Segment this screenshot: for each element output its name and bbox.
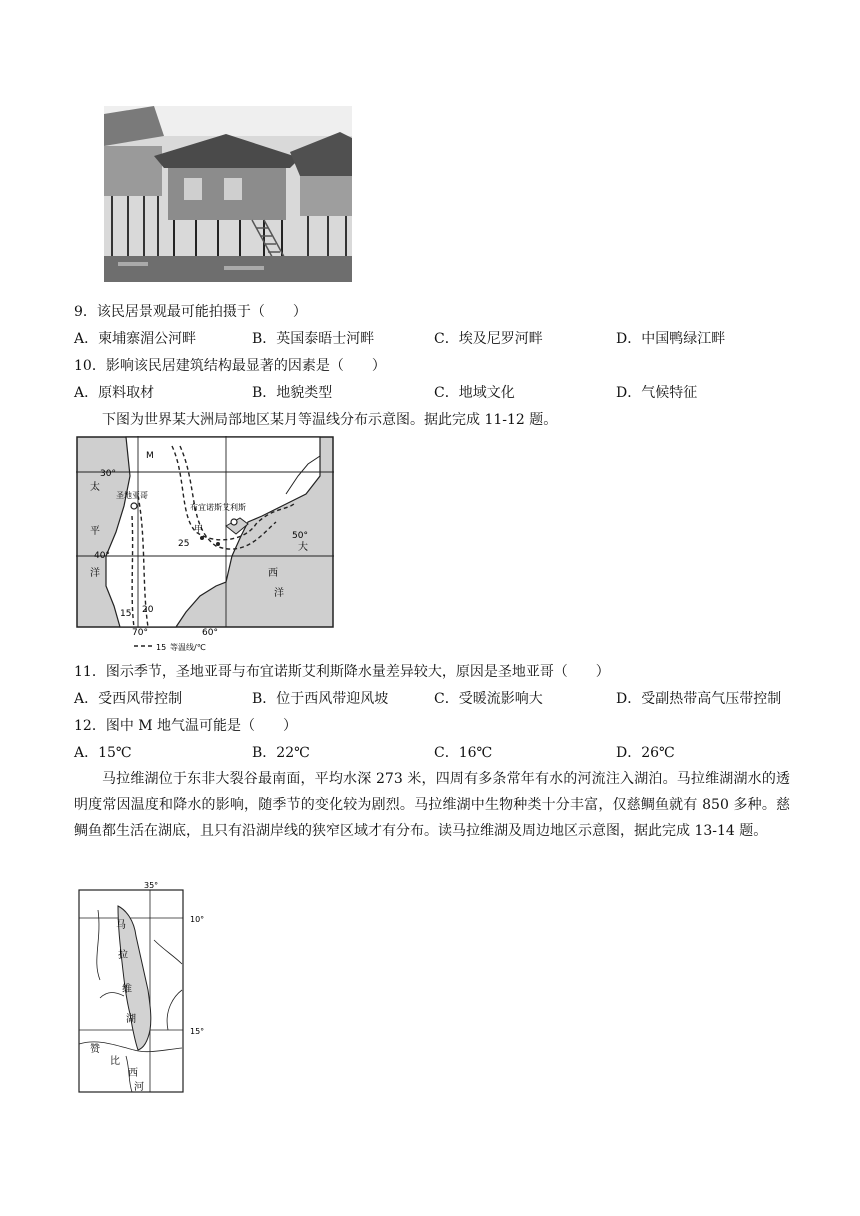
- ocean-tai: 太: [90, 482, 100, 493]
- q10-stem: 10．影响该民居建筑结构最显著的因素是（ ）: [74, 358, 386, 374]
- q11-stem: 11．图示季节，圣地亚哥与布宜诺斯艾利斯降水量差异较大，原因是圣地亚哥（ ）: [74, 664, 610, 680]
- river-char-bi: 比: [110, 1056, 120, 1067]
- q9-option-b[interactable]: B．英国泰晤士河畔: [252, 331, 375, 347]
- q10-option-d[interactable]: D．气候特征: [616, 385, 698, 401]
- isotherm-label-15: 15: [120, 609, 132, 619]
- q12-option-a[interactable]: A．15℃: [74, 745, 132, 761]
- q9-stem: 9．该民居景观最可能拍摄于（ ）: [74, 304, 307, 320]
- lat-label-30: 30°: [100, 469, 116, 479]
- intro-13-14: 马拉维湖位于东非大裂谷最南面，平均水深 273 米，四周有多条常年有水的河流注入湖泊。马拉维湖湖水的透明度常因温度和降水的影响，随季节的变化较为剧烈。马拉维湖中生物种类十分丰富，仅慈鲷鱼就有 850 多种。慈鲷鱼都生活在湖底，且只有沿湖岸线的狭窄区域才有分布。读马拉维湖及周边地区示意图，据此完成 13-14 题。: [74, 771, 790, 839]
- q9-option-a[interactable]: A．柬埔寨湄公河畔: [74, 331, 197, 347]
- river-char-he: 河: [134, 1082, 144, 1093]
- lon-label-60: 60°: [202, 628, 218, 638]
- q9-option-d[interactable]: D．中国鸭绿江畔: [616, 331, 726, 347]
- buenos-aires-label: 布宜诺斯艾利斯: [190, 503, 246, 512]
- legend-text: 等温线/℃: [170, 643, 206, 652]
- isotherm-map: [76, 436, 334, 654]
- ocean-da: 大: [298, 542, 308, 553]
- santiago-marker: [131, 503, 137, 509]
- q11-option-b[interactable]: B．位于西风带迎风坡: [252, 691, 389, 707]
- lat-label-50: 50°: [292, 531, 308, 541]
- ocean-ping: 平: [90, 526, 100, 537]
- ocean-xi: 西: [268, 568, 278, 579]
- q12-option-d[interactable]: D．26℃: [616, 745, 675, 761]
- q12-option-b[interactable]: B．22℃: [252, 745, 310, 761]
- point-jia-label: 甲: [194, 525, 204, 535]
- lon-label-70: 70°: [132, 628, 148, 638]
- q10-option-b[interactable]: B．地貌类型: [252, 385, 333, 401]
- q11-option-c[interactable]: C．受暖流影响大: [434, 691, 543, 707]
- q10-option-c[interactable]: C．地域文化: [434, 385, 515, 401]
- q9-option-c[interactable]: C．埃及尼罗河畔: [434, 331, 543, 347]
- stilt-house-photo: [104, 106, 352, 282]
- q11-option-d[interactable]: D．受副热带高气压带控制: [616, 691, 782, 707]
- lake-char-ma: 马: [116, 920, 126, 931]
- lake-char-wei: 维: [122, 984, 132, 995]
- ocean-yang-right: 洋: [274, 588, 284, 599]
- ocean-yang: 洋: [90, 568, 100, 579]
- q12-option-c[interactable]: C．16℃: [434, 745, 493, 761]
- river-char-zan: 赞: [90, 1044, 100, 1055]
- point-m-label: M: [146, 451, 154, 461]
- lon-label-35: 35°: [144, 881, 159, 890]
- isotherm-label-25: 25: [178, 539, 190, 549]
- q12-stem: 12．图中 M 地气温可能是（ ）: [74, 718, 298, 734]
- lat-label-15: 15°: [190, 1027, 205, 1036]
- lake-char-hu: 湖: [126, 1014, 136, 1025]
- lake-malawi-map: [78, 880, 210, 1094]
- santiago-label: 圣地亚哥: [116, 491, 148, 500]
- jia-point: [200, 536, 204, 540]
- river-char-xi: 西: [128, 1068, 138, 1079]
- q10-option-a[interactable]: A．原料取材: [74, 385, 155, 401]
- isotherm-label-20: 20: [142, 605, 154, 615]
- lat-label-40: 40°: [94, 551, 110, 561]
- lat-label-10: 10°: [190, 915, 205, 924]
- q11-option-a[interactable]: A．受西风带控制: [74, 691, 183, 707]
- legend-value: 15: [156, 643, 167, 652]
- buenos-aires-marker: [231, 519, 237, 525]
- intro-11-12: 下图为世界某大洲局部地区某月等温线分布示意图。据此完成 11-12 题。: [102, 412, 558, 428]
- lake-char-la: 拉: [118, 950, 128, 961]
